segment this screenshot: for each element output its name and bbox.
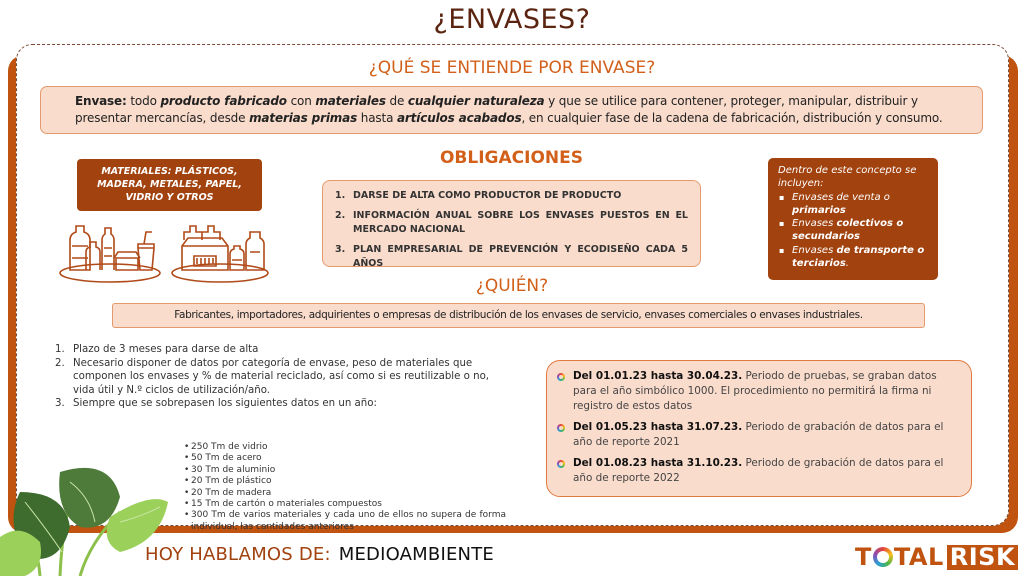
threshold-text: 50 Tm de acero bbox=[191, 453, 262, 464]
obligations-title: OBLIGACIONES bbox=[439, 148, 583, 168]
requirement-item bbox=[55, 397, 505, 411]
item-number: 1. bbox=[335, 190, 346, 201]
thresholds-list bbox=[184, 442, 506, 533]
concept-prefix: Envases bbox=[792, 244, 837, 256]
timeline-box bbox=[546, 360, 972, 497]
concept-item bbox=[778, 217, 930, 244]
concept-prefix: Envases bbox=[792, 218, 837, 230]
materials-illustration bbox=[58, 218, 278, 284]
item-text: Siempre que se sobrepasen los siguientes datos en un año: bbox=[73, 398, 377, 409]
definition-text bbox=[75, 94, 943, 125]
concept-suffix: . bbox=[845, 258, 849, 270]
concept-bold: de transporte o terciarios bbox=[792, 244, 925, 270]
concept-bold: primarios bbox=[792, 204, 846, 216]
threshold-item: • 20 Tm de madera bbox=[184, 488, 506, 499]
obligation-item bbox=[335, 243, 688, 271]
threshold-item: • 300 Tm de varios materiales y cada uno de ellos no supera de forma individual, las cantidades anteriores bbox=[184, 510, 506, 532]
item-number: 2. bbox=[55, 357, 65, 369]
ring-bullet-icon bbox=[557, 424, 565, 432]
timeline-item bbox=[557, 420, 961, 450]
definition-fragment: todo bbox=[126, 94, 161, 108]
definition-fragment: hasta bbox=[357, 111, 397, 125]
definition-emphasis: materiales bbox=[315, 94, 386, 108]
footer-label: HOY HABLAMOS DE: bbox=[145, 544, 331, 565]
definition-box bbox=[40, 86, 983, 134]
requirements-list bbox=[55, 343, 505, 411]
who-box: Fabricantes, importadores, adquirientes o empresas de distribución de los envases de servicio, envases comerciales o envases industriales. bbox=[112, 303, 925, 328]
definition-fragment: de bbox=[385, 94, 408, 108]
threshold-text: 30 Tm de aluminio bbox=[191, 464, 276, 475]
item-number: 3. bbox=[55, 398, 65, 409]
timeline-text: Periodo de grabación de datos para el año de reporte 2021 bbox=[573, 421, 944, 448]
materials-label: MATERIALES: PLÁSTICOS, MADERA, METALES, PAPEL, VIDRIO Y OTROS bbox=[77, 159, 262, 211]
timeline-text: Periodo de grabación de datos para el año de reporte 2022 bbox=[573, 457, 944, 484]
threshold-item: • 30 Tm de aluminio bbox=[184, 465, 506, 476]
logo-text: TAL bbox=[893, 543, 944, 571]
concept-prefix: Envases de venta o bbox=[792, 191, 890, 203]
item-number: 2. bbox=[335, 210, 346, 221]
definition-emphasis: producto fabricado bbox=[160, 94, 287, 108]
timeline-range: Del 01.05.23 hasta 31.07.23. bbox=[573, 421, 743, 433]
threshold-text: 20 Tm de madera bbox=[191, 487, 272, 498]
item-text: PLAN EMPRESARIAL DE PREVENCIÓN Y ECODISEÑO CADA 5 AÑOS bbox=[353, 244, 688, 269]
ring-bullet-icon bbox=[557, 373, 565, 381]
item-text: INFORMACIÓN ANUAL SOBRE LOS ENVASES PUESTOS EN EL MERCADO NACIONAL bbox=[353, 210, 688, 235]
concept-item bbox=[778, 244, 930, 271]
obligations-list bbox=[322, 180, 701, 267]
ring-bullet-icon bbox=[557, 460, 565, 468]
obligation-item bbox=[335, 209, 688, 237]
threshold-text: 15 Tm de cartón o materiales compuestos bbox=[191, 499, 382, 510]
item-number: 1. bbox=[55, 344, 65, 355]
threshold-item: • 250 Tm de vidrio bbox=[184, 442, 506, 453]
footer-topic bbox=[145, 544, 494, 565]
page-title: ¿ENVASES? bbox=[433, 4, 591, 35]
threshold-text: 20 Tm de plástico bbox=[191, 476, 272, 487]
definition-fragment: con bbox=[286, 94, 316, 108]
definition-fragment: , en cualquier fase de la cadena de fabricación, distribución y consumo. bbox=[521, 111, 943, 125]
who-title: ¿QUIÉN? bbox=[475, 276, 549, 296]
definition-title: ¿QUÉ SE ENTIENDE POR ENVASE? bbox=[368, 58, 656, 78]
logo-risk: RISK bbox=[947, 545, 1018, 570]
threshold-text: 250 Tm de vidrio bbox=[191, 442, 268, 452]
timeline-range: Del 01.01.23 hasta 30.04.23. bbox=[573, 370, 743, 382]
concept-item bbox=[778, 191, 930, 218]
definition-emphasis: materias primas bbox=[249, 111, 358, 125]
definition-term: Envase: bbox=[75, 94, 127, 108]
item-number: 3. bbox=[335, 244, 346, 255]
requirement-item bbox=[55, 357, 505, 398]
boxed-goods-icon bbox=[170, 218, 280, 284]
item-text: DARSE DE ALTA COMO PRODUCTOR DE PRODUCTO bbox=[353, 190, 622, 201]
definition-emphasis: cualquier naturaleza bbox=[407, 94, 545, 108]
item-text: Necesario disponer de datos por categoría de envase, peso de materiales que componen los envases y % de material reciclado, así como si es reutilizable o no, vida útil y N.º ciclos de utilización/año. bbox=[73, 357, 490, 396]
footer-value: MEDIOAMBIENTE bbox=[338, 544, 494, 565]
timeline-item bbox=[557, 369, 961, 414]
plastic-packaging-icon bbox=[58, 218, 163, 284]
requirement-item bbox=[55, 343, 505, 357]
threshold-item: • 15 Tm de cartón o materiales compuestos bbox=[184, 499, 506, 510]
definition-fragment: y que se utilice para contener, proteger, manipular, distribuir y presentar mercancías, desde bbox=[75, 94, 918, 125]
totalrisk-logo bbox=[855, 543, 1018, 571]
concept-intro: Dentro de este concepto se incluyen: bbox=[778, 165, 917, 190]
threshold-text: 300 Tm de varios materiales y cada uno de ellos no supera de forma individual, las cantidades anteriores bbox=[191, 510, 506, 532]
logo-ring-icon bbox=[873, 547, 893, 567]
logo-text: T bbox=[855, 543, 872, 571]
threshold-item: • 20 Tm de plástico bbox=[184, 476, 506, 487]
concept-box bbox=[768, 158, 938, 280]
timeline-text: Periodo de pruebas, se graban datos para el año simbólico 1000. El procedimiento no permitirá la firma ni registro de estos datos bbox=[573, 370, 937, 412]
timeline-range: Del 01.08.23 hasta 31.10.23. bbox=[573, 457, 743, 469]
definition-emphasis: artículos acabados bbox=[396, 111, 522, 125]
concept-bold: colectivos o secundarios bbox=[792, 218, 904, 243]
item-text: Plazo de 3 meses para darse de alta bbox=[73, 344, 259, 355]
obligation-item bbox=[335, 189, 688, 203]
threshold-item: • 50 Tm de acero bbox=[184, 453, 506, 464]
timeline-item bbox=[557, 456, 961, 486]
